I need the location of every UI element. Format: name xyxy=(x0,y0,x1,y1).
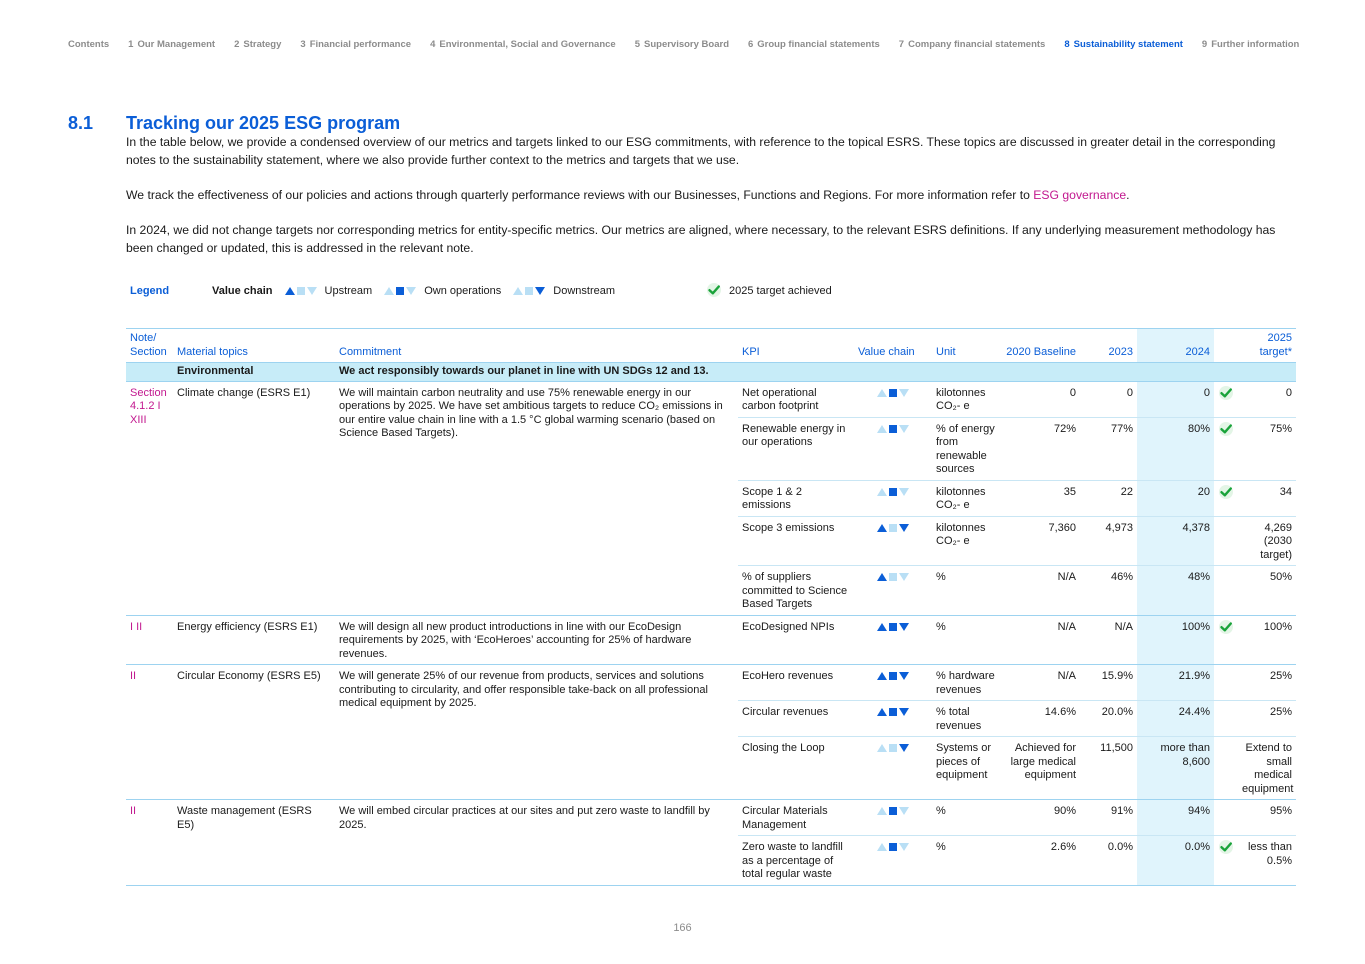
nav-item-9[interactable] xyxy=(1202,39,1299,50)
kpi: Scope 1 & 2 emissions xyxy=(738,480,854,516)
value-2023: 4,973 xyxy=(1080,516,1137,566)
unit: % xyxy=(932,800,1002,836)
header-kpi: KPI xyxy=(738,329,854,363)
value-chain-icon xyxy=(854,417,932,480)
unit: kilotonnes CO₂- e xyxy=(932,480,1002,516)
nav-item-label: Group financial statements xyxy=(757,39,880,50)
header-2023: 2023 xyxy=(1080,329,1137,363)
upstream-icon xyxy=(285,286,317,296)
header-2024: 2024 xyxy=(1137,329,1214,363)
nav-item-label: Financial performance xyxy=(309,39,412,50)
legend-target-achieved: 2025 target achieved xyxy=(729,285,832,297)
nav-item-number: 9 xyxy=(1201,39,1208,50)
value-2024: 0 xyxy=(1137,381,1214,417)
baseline-value: 0 xyxy=(1002,381,1080,417)
baseline-value: N/A xyxy=(1002,665,1080,701)
note-section: Section 4.1.2 I XIII xyxy=(126,381,173,615)
nav-item-number: 2 xyxy=(234,39,240,50)
section-number: 8.1 xyxy=(68,113,94,133)
page-number: 166 xyxy=(673,922,692,934)
header-note: Note/ Section xyxy=(126,329,173,363)
value-2023: 15.9% xyxy=(1080,665,1137,701)
intro-paragraph-2 xyxy=(126,187,1296,205)
baseline-value: 2.6% xyxy=(1002,836,1080,886)
unit: % total revenues xyxy=(932,701,1002,737)
nav-item-label: Strategy xyxy=(243,39,282,50)
checkmark-icon xyxy=(1214,381,1238,417)
value-chain-icon xyxy=(854,381,932,417)
kpi: Zero waste to landfill as a percentage of total regular waste xyxy=(738,836,854,886)
nav-item-number: 5 xyxy=(634,39,640,50)
header-value-chain: Value chain xyxy=(854,329,932,363)
own-operations-icon xyxy=(384,286,416,296)
value-chain-icon xyxy=(854,800,932,836)
intro-p2-end: . xyxy=(1126,188,1130,202)
value-2023: N/A xyxy=(1080,615,1137,665)
nav-item-label: Contents xyxy=(68,39,110,50)
check-cell xyxy=(1214,566,1238,616)
note-section: I II xyxy=(126,615,173,665)
header-unit: Unit xyxy=(932,329,1002,363)
target-2025: 4,269 (2030 target) xyxy=(1238,516,1296,566)
kpi: Circular Materials Management xyxy=(738,800,854,836)
nav-item-2[interactable] xyxy=(234,39,281,50)
kpi: EcoDesigned NPIs xyxy=(738,615,854,665)
value-chain-icon xyxy=(854,701,932,737)
material-topic: Circular Economy (ESRS E5) xyxy=(173,665,335,800)
nav-item-3[interactable] xyxy=(300,39,411,50)
target-2025: Extend to small medical equipment xyxy=(1238,737,1296,800)
target-2025: 0 xyxy=(1238,381,1296,417)
value-chain-icon xyxy=(854,516,932,566)
nav-item-7[interactable] xyxy=(899,39,1046,50)
value-2023: 22 xyxy=(1080,480,1137,516)
legend-title: Legend xyxy=(130,285,170,297)
kpi: EcoHero revenues xyxy=(738,665,854,701)
unit: % xyxy=(932,836,1002,886)
commitment: We will generate 25% of our revenue from products, services and solutions contributing to circularity, and offer responsible take-back on all professional medical equipment by 2025. xyxy=(335,665,738,800)
unit: kilotonnes CO₂- e xyxy=(932,381,1002,417)
esg-table xyxy=(126,328,1296,886)
material-topic: Energy efficiency (ESRS E1) xyxy=(173,615,335,665)
nav-item-number: 4 xyxy=(430,39,436,50)
table-row xyxy=(126,665,1296,701)
nav-item-8[interactable] xyxy=(1064,39,1183,50)
legend xyxy=(130,283,832,299)
commitment: We will embed circular practices at our sites and put zero waste to landfill by 2025. xyxy=(335,800,738,886)
header-check xyxy=(1214,329,1238,363)
check-cell xyxy=(1214,800,1238,836)
environmental-label: Environmental xyxy=(173,363,335,382)
target-2025: 50% xyxy=(1238,566,1296,616)
kpi: Renewable energy in our operations xyxy=(738,417,854,480)
checkmark-icon xyxy=(1214,417,1238,480)
target-2025: 34 xyxy=(1238,480,1296,516)
nav-item-label: Environmental, Social and Governance xyxy=(439,39,616,50)
baseline-value: 14.6% xyxy=(1002,701,1080,737)
table-row xyxy=(126,800,1296,836)
value-chain-icon xyxy=(854,615,932,665)
value-2024: 94% xyxy=(1137,800,1214,836)
nav-item-5[interactable] xyxy=(635,39,729,50)
value-chain-icon xyxy=(854,836,932,886)
nav-item-label: Company financial statements xyxy=(908,39,1046,50)
table-row xyxy=(126,381,1296,417)
value-2023: 20.0% xyxy=(1080,701,1137,737)
header-material-topics: Material topics xyxy=(173,329,335,363)
check-cell xyxy=(1214,665,1238,701)
nav-item-6[interactable] xyxy=(748,39,880,50)
value-2023: 11,500 xyxy=(1080,737,1137,800)
checkmark-icon xyxy=(1214,615,1238,665)
value-2024: 80% xyxy=(1137,417,1214,480)
target-2025: 75% xyxy=(1238,417,1296,480)
nav-item-label: Further information xyxy=(1211,39,1300,50)
value-2024: more than 8,600 xyxy=(1137,737,1214,800)
value-2024: 21.9% xyxy=(1137,665,1214,701)
legend-upstream: Upstream xyxy=(324,285,373,297)
value-2024: 48% xyxy=(1137,566,1214,616)
nav-item-contents[interactable] xyxy=(68,39,109,50)
kpi: Scope 3 emissions xyxy=(738,516,854,566)
check-cell xyxy=(1214,737,1238,800)
target-2025: less than 0.5% xyxy=(1238,836,1296,886)
check-cell xyxy=(1214,701,1238,737)
unit: % xyxy=(932,615,1002,665)
unit: Systems or pieces of equipment xyxy=(932,737,1002,800)
intro-paragraph-3: In 2024, we did not change targets nor corresponding metrics for entity-specific metrics. Our metrics are aligned, where necessary, to the relevant ESRS definitions. If any underlying measurement methodology has been changed or updated, this is addressed in the relevant note. xyxy=(126,223,1276,255)
kpi: Circular revenues xyxy=(738,701,854,737)
nav-item-number: 8 xyxy=(1064,39,1070,50)
kpi: Net operational carbon footprint xyxy=(738,381,854,417)
value-chain-icon xyxy=(854,665,932,701)
value-2024: 0.0% xyxy=(1137,836,1214,886)
unit: % of energy from renewable sources xyxy=(932,417,1002,480)
environmental-commitment: We act responsibly towards our planet in line with UN SDGs 12 and 13. xyxy=(335,363,1137,382)
value-2023: 91% xyxy=(1080,800,1137,836)
commitment: We will maintain carbon neutrality and use 75% renewable energy in our operations by 2025. We have set ambitious targets to reduce CO₂ emissions in our entire value chain in line with a 1.5 °C global warming scenario (based on Science Based Targets). xyxy=(335,381,738,615)
value-2023: 46% xyxy=(1080,566,1137,616)
nav-item-label: Sustainability statement xyxy=(1073,39,1183,50)
target-2025: 100% xyxy=(1238,615,1296,665)
material-topic: Climate change (ESRS E1) xyxy=(173,381,335,615)
nav-item-label: Our Management xyxy=(137,39,216,50)
nav-item-label: Supervisory Board xyxy=(644,39,729,50)
value-2024: 4,378 xyxy=(1137,516,1214,566)
top-navigation xyxy=(68,39,1318,50)
value-2024: 20 xyxy=(1137,480,1214,516)
baseline-value: 7,360 xyxy=(1002,516,1080,566)
material-topic: Waste management (ESRS E5) xyxy=(173,800,335,886)
nav-item-number: 3 xyxy=(300,39,306,50)
baseline-value: 72% xyxy=(1002,417,1080,480)
baseline-value: Achieved for large medical equipment xyxy=(1002,737,1080,800)
nav-item-4[interactable] xyxy=(430,39,616,50)
value-chain-icon xyxy=(854,480,932,516)
value-chain-icon xyxy=(854,737,932,800)
intro-p2-text: We track the effectiveness of our policies and actions through quarterly performance reviews with our Businesses, Functions and Regions. For more information refer to xyxy=(126,188,1034,202)
nav-item-number: 7 xyxy=(898,39,905,50)
page-title: Tracking our 2025 ESG program xyxy=(126,113,401,133)
intro-paragraph-1: In the table below, we provide a condensed overview of our metrics and targets linked to our ESG commitments, with reference to the topical ESRS. These topics are discussed in greater detail in the corresponding notes to the sustainability statement, where we also provide further context to the metrics and targets that we use. xyxy=(126,135,1276,167)
legend-downstream: Downstream xyxy=(553,285,616,297)
header-target: 2025 target* xyxy=(1238,329,1296,363)
check-cell xyxy=(1214,516,1238,566)
baseline-value: 90% xyxy=(1002,800,1080,836)
table-header-row xyxy=(126,329,1296,363)
checkmark-icon xyxy=(1214,836,1238,886)
value-2023: 77% xyxy=(1080,417,1137,480)
nav-item-number: 1 xyxy=(128,39,134,50)
kpi: % of suppliers committed to Science Based Targets xyxy=(738,566,854,616)
target-2025: 25% xyxy=(1238,665,1296,701)
kpi: Closing the Loop xyxy=(738,737,854,800)
note-section: II xyxy=(126,800,173,886)
downstream-icon xyxy=(513,286,545,296)
unit: % xyxy=(932,566,1002,616)
baseline-value: 35 xyxy=(1002,480,1080,516)
nav-item-number: 6 xyxy=(748,39,754,50)
esg-governance-link[interactable]: ESG governance xyxy=(1033,188,1127,202)
checkmark-icon xyxy=(1214,480,1238,516)
header-baseline: 2020 Baseline xyxy=(1002,329,1080,363)
unit: kilotonnes CO₂- e xyxy=(932,516,1002,566)
value-2024: 100% xyxy=(1137,615,1214,665)
checkmark-icon xyxy=(707,283,721,300)
value-2024: 24.4% xyxy=(1137,701,1214,737)
unit: % hardware revenues xyxy=(932,665,1002,701)
nav-item-1[interactable] xyxy=(128,39,215,50)
value-2023: 0.0% xyxy=(1080,836,1137,886)
target-2025: 25% xyxy=(1238,701,1296,737)
commitment: We will design all new product introductions in line with our EcoDesign requirements by 2025, with ‘EcoHeroes’ accounting for 25% of hardware revenues. xyxy=(335,615,738,665)
environmental-row xyxy=(126,363,1296,382)
table-row xyxy=(126,615,1296,665)
value-chain-icon xyxy=(854,566,932,616)
value-2023: 0 xyxy=(1080,381,1137,417)
baseline-value: N/A xyxy=(1002,566,1080,616)
target-2025: 95% xyxy=(1238,800,1296,836)
header-commitment: Commitment xyxy=(335,329,738,363)
baseline-value: N/A xyxy=(1002,615,1080,665)
legend-own-operations: Own operations xyxy=(424,285,502,297)
note-section: II xyxy=(126,665,173,800)
legend-value-chain-label: Value chain xyxy=(212,285,273,297)
